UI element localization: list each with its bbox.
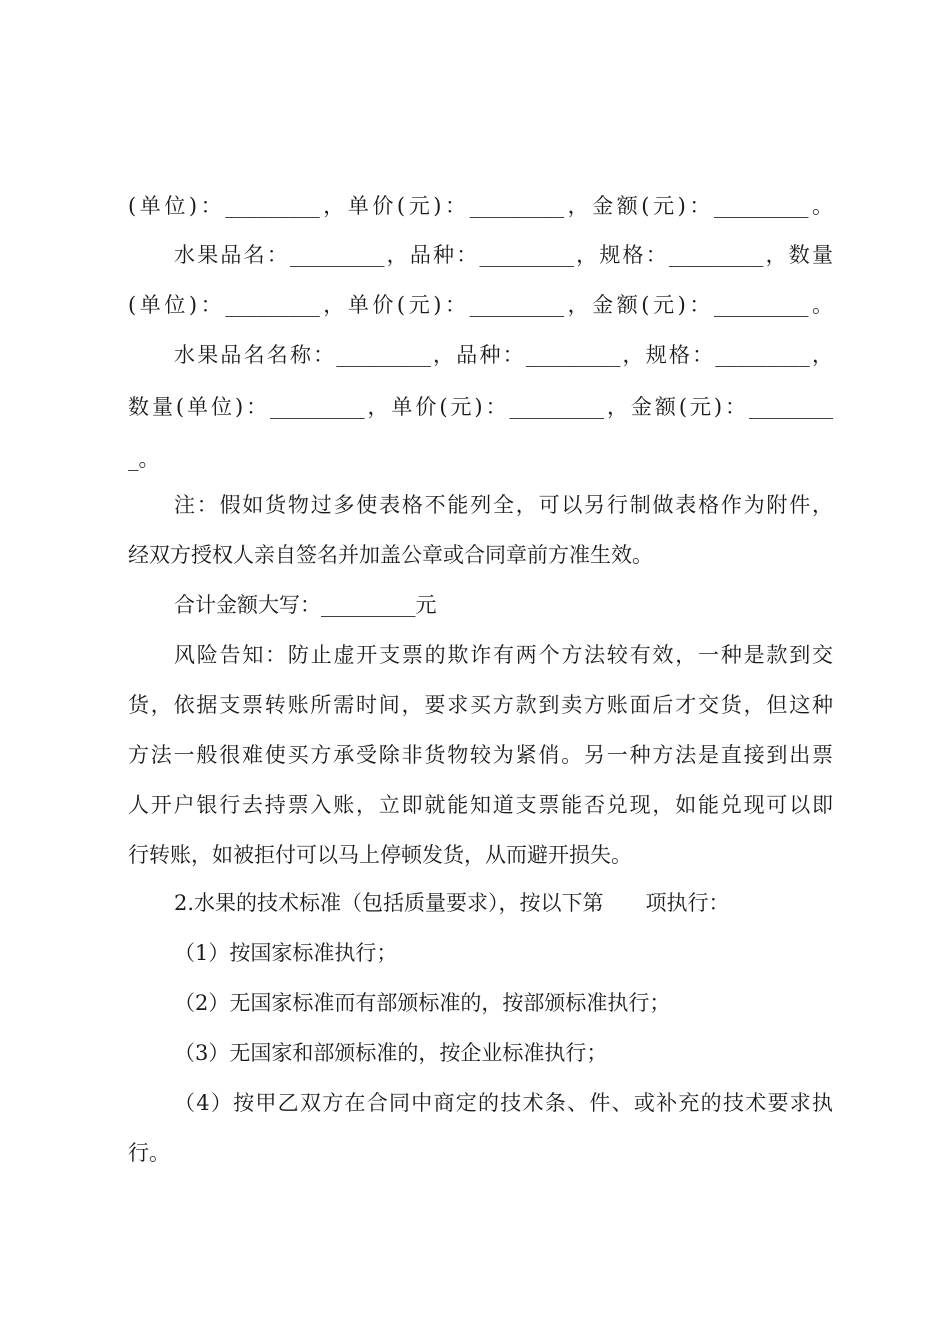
text-line: （1）按国家标准执行； [174,941,398,965]
text-line: 水果品名名称：_________，品种：_________，规格：_________， [174,343,833,367]
text-line: 行。 [128,1141,170,1165]
text-line: (单位)：_________，单价(元)：_________，金额(元)：_________。 [128,194,833,218]
text-line: 水果品名：_________，品种：_________，规格：_________，数量 [174,243,833,267]
text-line: 方法一般很难使买方承受除非货物较为紧俏。另一种方法是直接到出票 [128,743,833,767]
text-line: (单位)：_________，单价(元)：_________，金额(元)：_________。 [128,293,833,317]
text-line: _。 [128,447,160,471]
text-line: 人开户银行去持票入账，立即就能知道支票能否兑现，如能兑现可以即 [128,793,833,817]
text-line: 经双方授权人亲自签名并加盖公章或合同章前方准生效。 [128,543,653,567]
text-line: 货，依据支票转账所需时间，要求买方款到卖方账面后才交货，但这种 [128,693,833,717]
text-line: 行转账，如被拒付可以马上停顿发货，从而避开损失。 [128,843,632,867]
text-line: （2）无国家标准而有部颁标准的，按部颁标准执行； [174,991,671,1015]
text-line: （3）无国家和部颁标准的，按企业标准执行； [174,1041,608,1065]
text-line: 数量(单位)：_________，单价(元)：_________，金额(元)：________ [128,395,833,419]
text-line: 2.水果的技术标准（包括质量要求），按以下第 项执行： [174,891,730,915]
text-line: 合计金额大写：_________元 [174,593,437,617]
text-line: 风险告知：防止虚开支票的欺诈有两个方法较有效，一种是款到交 [174,643,833,667]
text-line: 注：假如货物过多使表格不能列全，可以另行制做表格作为附件， [174,493,833,517]
text-line: （4）按甲乙双方在合同中商定的技术条、件、或补充的技术要求执 [174,1091,833,1115]
